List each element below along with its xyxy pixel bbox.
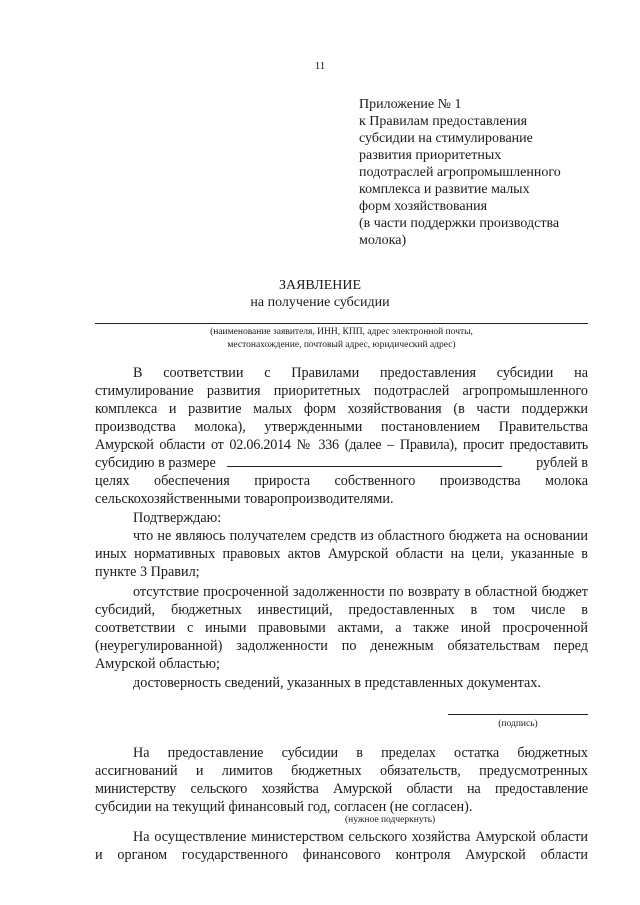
paragraph1-line: целях обеспечения прироста собственного производства молока: [95, 473, 588, 489]
amount-suffix: рублей в: [536, 455, 588, 471]
confirm-item3: достоверность сведений, указанных в представленных документах.: [133, 675, 541, 691]
appendix-line: (в части поддержки производства: [359, 216, 560, 231]
final-line: На осуществление министерством сельского хозяйства Амурской области: [133, 829, 588, 845]
confirm-item1-line: пункте 3 Правил;: [95, 564, 200, 580]
confirm-item1-line: иных нормативных правовых актов Амурской области на цели, указанные в: [95, 546, 588, 562]
applicant-caption-line1: (наименование заявителя, ИНН, КПП, адрес электронной почты,: [210, 327, 473, 337]
appendix-line: молока): [359, 233, 407, 248]
appendix-line: комплекса и развитие малых: [359, 182, 530, 197]
consent-line: субсидии на текущий финансовый год, согласен (не согласен).: [95, 799, 473, 815]
signature-line[interactable]: [448, 714, 588, 715]
confirm-item2-line: (неурегулированной) задолженности по денежным обязательствам перед: [95, 638, 588, 654]
paragraph1-line: стимулирование развития приоритетных подотраслей агропромышленного: [95, 383, 588, 399]
document-subtitle: на получение субсидии: [250, 295, 390, 310]
applicant-name-line: [95, 323, 588, 324]
page-number: 11: [314, 60, 326, 72]
appendix-line: к Правилам предоставления: [359, 114, 528, 129]
appendix-line: подотраслей агропромышленного: [359, 165, 561, 180]
consent-line: На предоставление субсидии в пределах остатка бюджетных: [133, 745, 588, 761]
appendix-block: [359, 96, 561, 249]
confirm-item1-line: что не являюсь получателем средств из областного бюджета на основании: [133, 528, 588, 544]
subsidy-amount-field[interactable]: [227, 454, 502, 467]
confirm-item2-line: отсутствие просроченной задолженности по возврату в областной бюджет: [133, 584, 588, 600]
paragraph1-line: сельскохозяйственными товаропроизводителями.: [95, 491, 394, 507]
signature-caption: (подпись): [498, 719, 538, 729]
applicant-caption-line2: местонахождение, почтовый адрес, юридический адрес): [227, 340, 456, 350]
appendix-line: развития приоритетных: [359, 148, 502, 163]
paragraph1-line: комплекса и развитие малых форм хозяйствования (в части поддержки: [95, 401, 588, 417]
confirm-item2-line: соответствии с иными правовыми актами, а также иной просроченной: [95, 620, 588, 636]
paragraph1-line: Амурской области от 02.06.2014 № 336 (далее – Правила), просит предоставить: [95, 437, 588, 453]
appendix-line: Приложение № 1: [359, 97, 462, 112]
document-title: ЗАЯВЛЕНИЕ: [278, 278, 362, 293]
consent-line: министерству сельского хозяйства Амурской области на предоставление: [95, 781, 588, 797]
applicant-caption: [95, 326, 588, 352]
final-line: и органом государственного финансового контроля Амурской области: [95, 847, 588, 863]
paragraph1-line: производства молока), утвержденными постановлением Правительства: [95, 419, 588, 435]
appendix-line: форм хозяйствования: [359, 199, 488, 214]
appendix-line: субсидии на стимулирование: [359, 131, 533, 146]
confirm-heading: Подтверждаю:: [133, 510, 222, 526]
consent-note: (нужное подчеркнуть): [345, 815, 436, 825]
amount-prefix: субсидию в размере: [95, 455, 216, 471]
confirm-item2-line: Амурской областью;: [95, 656, 220, 672]
subsidy-amount-row: [95, 454, 588, 472]
consent-line: ассигнований и лимитов бюджетных обязательств, предусмотренных: [95, 763, 588, 779]
paragraph1-line: В соответствии с Правилами предоставления субсидии на: [133, 365, 588, 381]
confirm-item2-line: субсидий, бюджетных инвестиций, предоставленных в том числе в: [95, 602, 588, 618]
